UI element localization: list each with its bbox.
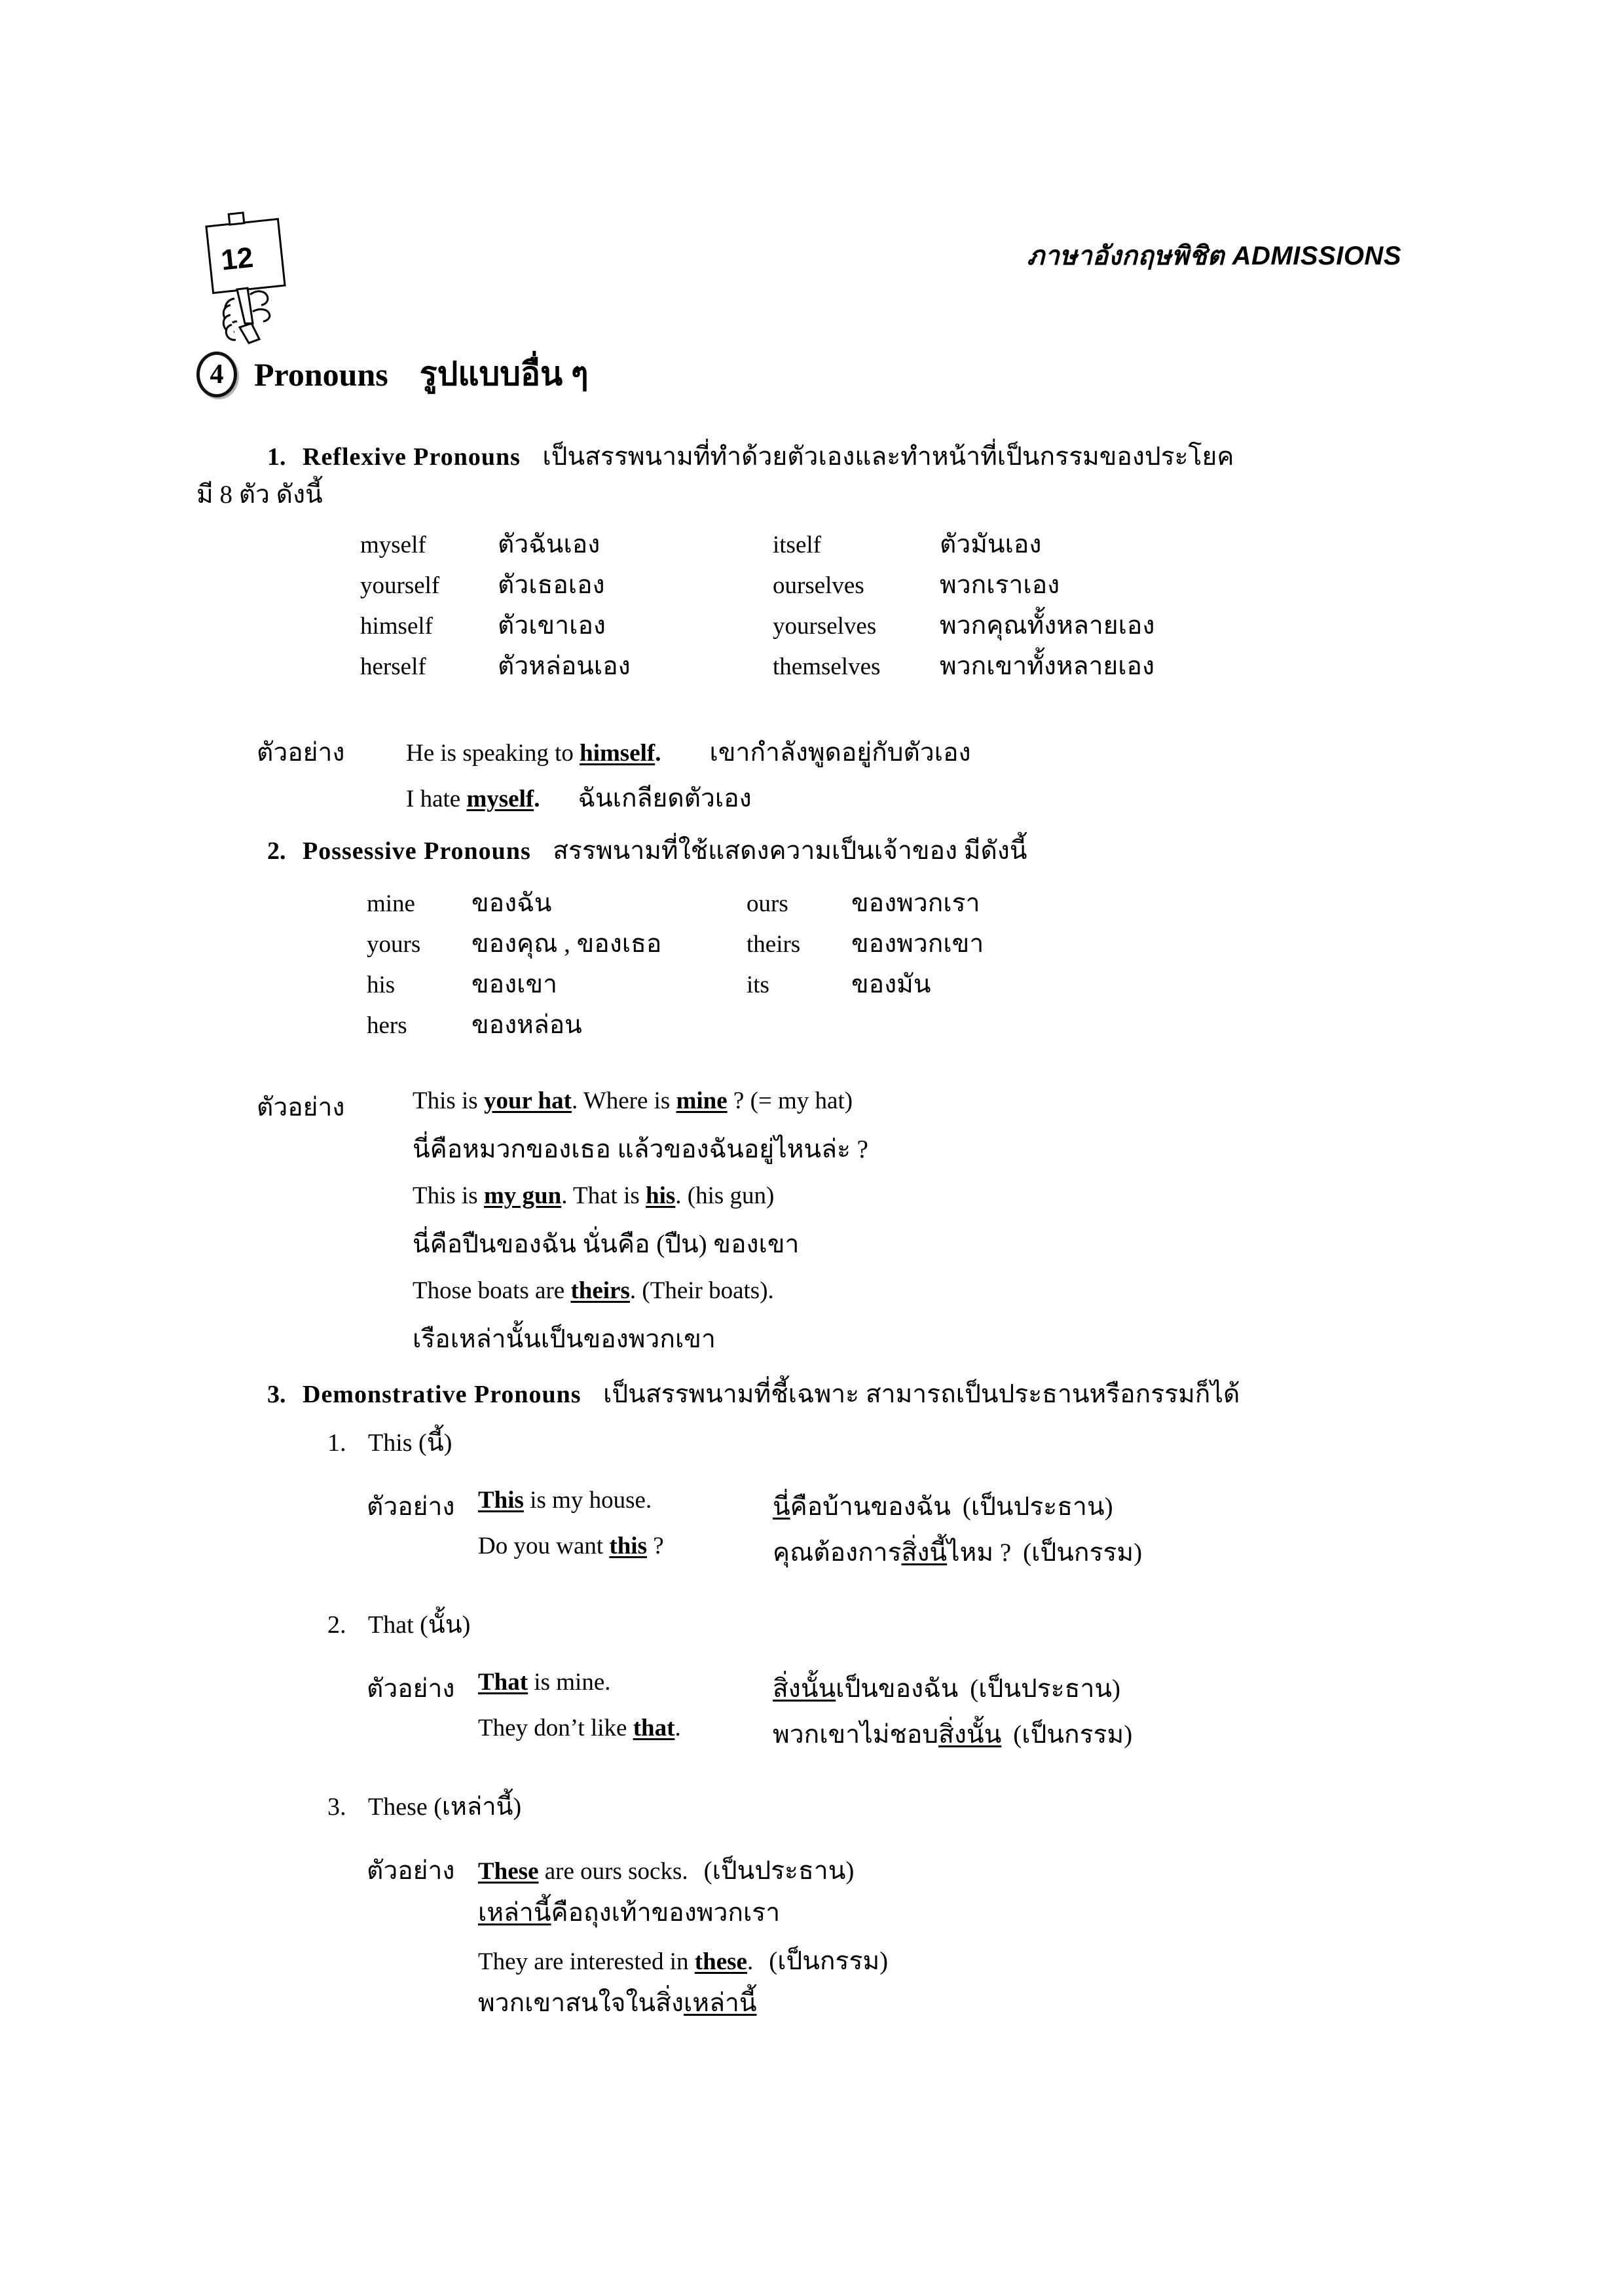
table-row [360,605,1154,646]
example-th-keyword: นี่ [773,1493,790,1521]
example-th: ฉันเกลียดตัวเอง [578,784,752,812]
word-th: ของพวกเรา [851,889,980,917]
example-line [406,732,971,773]
example-role: (เป็นกรรม) [769,1947,889,1975]
example-role: (เป็นประธาน) [703,1857,855,1885]
word-th: ตัวมันเอง [940,530,1042,558]
example-line [478,1668,611,1696]
rule-2-number: 2. [267,837,286,865]
table-row [360,564,1154,605]
example-en-pre: They are interested in [478,1948,695,1975]
example-en-c: . (his gun) [675,1182,775,1209]
rule-2-heading [267,830,1027,871]
word-th: ของฉัน [471,889,552,917]
word-en: yourselves [773,613,877,640]
example-label: ตัวอย่าง [257,1093,345,1121]
example-en-rest: is mine. [528,1669,611,1696]
rule-3-heading [267,1374,1240,1414]
rule-2-desc: สรรพนามที่ใช้แสดงความเป็นเจ้าของ มีดังนี้ [553,837,1027,865]
word-en: herself [360,653,426,680]
example-line [478,1941,888,1981]
example-th-rest: ไหม ? [947,1539,1012,1567]
example-th-keyword: สิ่งนั้น [938,1721,1002,1749]
example-en-keyword: This [478,1487,524,1514]
example-th-keyword: เหล่านี้ [478,1899,551,1927]
example-th-keyword: เหล่านี้ [684,1989,757,2017]
example-en-keyword: these [694,1948,747,1975]
example-line-th [773,1532,1142,1573]
demonstrative-item-1 [327,1422,452,1462]
page-number-text: 12 [219,241,255,277]
example-role: (เป็นกรรม) [1023,1539,1143,1567]
example-th-rest: เป็นของฉัน [836,1675,959,1703]
rule-3-number: 3. [267,1381,286,1408]
word-th: พวกเราเอง [940,571,1060,599]
example-line-th [773,1486,1113,1527]
table-row [360,524,1154,564]
demonstrative-item-2 [327,1604,470,1644]
rule-1-label: Reflexive Pronouns [303,443,521,471]
example-en-pre: Do you want [478,1533,610,1559]
example-th-pre: พวกเขาสนใจในสิ่ง [478,1989,684,2017]
example-en-rest: . [674,1715,681,1741]
word-th: ของหล่อน [471,1011,582,1039]
example-en-pre: He is speaking to [406,740,580,767]
word-th: ของเขา [471,970,558,998]
example-en-a: This is [413,1087,484,1114]
table-row [367,1004,984,1045]
example-th-pre: พวกเขาไม่ชอบ [773,1721,939,1749]
rule-1-number: 1. [267,443,286,471]
reflexive-pronoun-list [360,524,1154,686]
section-title-th: รูปแบบอื่น ๆ [419,355,589,392]
word-en: ourselves [773,572,864,599]
table-row [367,883,984,923]
table-row [367,923,984,964]
example-en-keyword: that [633,1715,675,1741]
word-th: ตัวฉันเอง [498,530,600,558]
example-en-keyword: himself [580,740,655,767]
rule-1-heading [267,436,1234,477]
example-en-a: This is [413,1182,484,1209]
example-role: (เป็นประธาน) [962,1493,1113,1521]
example-en-pre: They don’t like [478,1715,633,1741]
word-en: its [747,972,769,998]
example-line-th [478,1892,780,1933]
example-en-keyword: my gun [483,1182,562,1209]
example-en-keyword: his [646,1182,676,1209]
example-th: นี่คือปืนของฉัน นั่นคือ (ปืน) ของเขา [413,1230,800,1258]
word-th: ตัวเขาเอง [498,611,606,640]
example-en-rest: . [747,1948,754,1975]
rule-2-label: Possessive Pronouns [303,837,531,865]
word-th: ตัวหล่อนเอง [498,652,631,680]
example-line-th [773,1668,1120,1709]
example-th: นี่คือหมวกของเธอ แล้วของฉันอยู่ไหนล่ะ ? [413,1135,868,1163]
example-en-keyword: These [478,1858,539,1885]
example-en-post: . [655,740,661,767]
example-line [478,1532,664,1560]
example-th-keyword: สิ่งนั้น [773,1675,836,1703]
example-en-keyword: That [478,1669,528,1696]
word-th: พวกเขาทั้งหลายเอง [940,652,1155,680]
example-en-b: . Where is [571,1087,676,1114]
rule-1-desc-line2: มี 8 ตัว ดังนี้ [196,481,323,509]
section-title-en: Pronouns [254,355,388,393]
word-th: ตัวเธอเอง [498,571,605,599]
word-en: mine [367,890,415,917]
possessive-pronoun-list [367,883,984,1045]
word-th: ของพวกเขา [851,930,984,958]
example-en-keyword: myself [466,786,534,812]
example-en-b: . (Their boats). [629,1277,774,1304]
item-number: 3. [327,1793,346,1821]
example-en-post: . [534,786,540,812]
word-th: ของมัน [851,970,931,998]
word-en: themselves [773,653,881,680]
example-th-keyword: สิ่งนี้ [901,1539,948,1567]
word-en: yourself [360,572,440,599]
section-number-badge [196,352,237,397]
section-heading [196,348,589,400]
example-th: เรือเหล่านั้นเป็นของพวกเขา [413,1325,716,1353]
word-en: itself [773,532,821,558]
example-th-pre: คุณต้องการ [773,1539,902,1567]
word-th: พวกคุณทั้งหลายเอง [940,611,1155,640]
item-word: These (เหล่านี้) [368,1793,522,1821]
item-number: 2. [327,1611,346,1639]
example-en-a: Those boats are [413,1277,571,1304]
word-en: himself [360,613,433,640]
example-en-keyword: your hat [483,1087,572,1114]
example-en-rest: ? [646,1533,664,1559]
word-en: ours [747,890,788,917]
example-th-rest: คือถุงเท้าของพวกเรา [551,1899,781,1927]
example-line-th [478,1982,757,2023]
example-en-pre: I hate [406,786,467,812]
example-label: ตัวอย่าง [367,1675,455,1703]
example-line [413,1277,774,1305]
example-line [406,778,752,818]
word-en: yours [367,931,421,958]
example-en-keyword: theirs [570,1277,630,1304]
example-en-rest: are ours socks. [538,1858,688,1885]
example-line [413,1182,774,1210]
word-en: myself [360,532,426,558]
running-head: ภาษาอังกฤษพิชิต ADMISSIONS [1027,242,1401,270]
item-word: That (นั้น) [368,1611,471,1639]
example-line [478,1486,652,1514]
page-number-sign-icon [196,208,321,352]
word-th: ของคุณ , ของเธอ [471,930,662,958]
item-number: 1. [327,1429,346,1457]
word-en: theirs [747,931,801,958]
example-th-rest: คือบ้านของฉัน [790,1493,951,1521]
word-en: his [367,972,396,998]
table-row [360,646,1154,686]
example-en-rest: is my house. [523,1487,652,1514]
section-number-text: 4 [210,359,224,390]
example-line [478,1714,681,1742]
example-role: (เป็นประธาน) [970,1675,1121,1703]
example-th: เขากำลังพูดอยู่กับตัวเอง [709,738,971,767]
example-en-keyword: this [609,1533,647,1559]
example-line-th [773,1714,1132,1755]
item-word: This (นี้) [368,1429,452,1457]
example-en-c: ? (= my hat) [727,1087,853,1114]
rule-3-desc: เป็นสรรพนามที่ชี้เฉพาะ สามารถเป็นประธานหรือกรรมก็ได้ [603,1380,1240,1408]
demonstrative-item-3 [327,1786,521,1826]
word-en: hers [367,1012,407,1039]
rule-1-desc-line1: เป็นสรรพนามที่ทำด้วยตัวเองและทำหน้าที่เป็นกรรมของประโยค [542,443,1234,471]
example-line [478,1850,854,1891]
example-en-keyword: mine [676,1087,728,1114]
example-label: ตัวอย่าง [257,738,345,767]
example-line [413,1087,853,1115]
example-label: ตัวอย่าง [367,1857,455,1885]
example-en-b: . That is [561,1182,646,1209]
example-label: ตัวอย่าง [367,1493,455,1521]
rule-3-label: Demonstrative Pronouns [303,1381,581,1408]
table-row [367,964,984,1004]
example-role: (เป็นกรรม) [1013,1721,1133,1749]
